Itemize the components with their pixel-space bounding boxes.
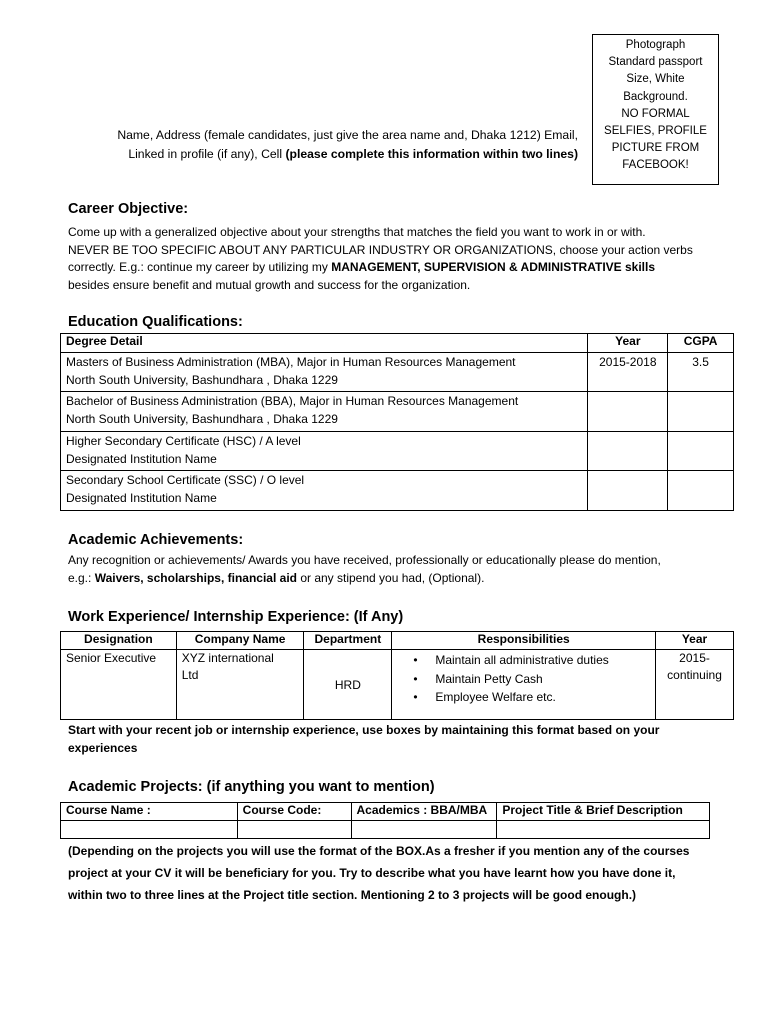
career-line-4: besides ensure benefit and mutual growth and success for the organization. [68,277,471,292]
responsibility-item: • Employee Welfare etc. [435,688,650,707]
cgpa-cell [668,392,734,432]
degree-cell [61,432,588,471]
projects-empty-row [61,821,710,839]
institution-name: Designated Institution Name [66,452,217,466]
company-line-1: XYZ international [181,651,274,665]
responsibilities-header: Responsibilities [392,632,656,650]
academic-projects-table [60,802,710,839]
designation-header: Designation [61,632,177,650]
responsibility-item: • Maintain Petty Cash [435,670,650,689]
photo-box-line: PICTURE FROM [611,142,700,155]
degree-name: Masters of Business Administration (MBA), Major in Human Resources Management [66,355,516,369]
achievements-tail: or any stipend you had, (Optional). [296,570,485,585]
project-title-header: Project Title & Brief Description [497,803,710,821]
degree-detail-header: Degree Detail [61,334,588,353]
institution-name: Designated Institution Name [66,491,217,505]
cgpa-cell: 3.5 [668,353,734,392]
degree-cell [61,353,588,392]
career-objective-text [68,224,708,294]
photo-box-line: Standard passport [608,56,703,69]
education-row-ssc [61,471,734,511]
responsibilities-list [397,651,650,707]
company-cell [176,650,304,720]
academics-header: Academics : BBA/MBA [351,803,497,821]
degree-name: Higher Secondary Certificate (HSC) / A level [66,434,301,448]
work-year-cell [656,650,734,720]
degree-name: Secondary School Certificate (SSC) / O level [66,473,305,487]
achievements-line-1: Any recognition or achievements/ Awards you have received, professionally or educationally please do mention, [68,553,661,567]
contact-info [58,126,578,164]
achievements-title: Academic Achievements: [68,532,244,548]
contact-line-2-text: Linked in profile (if any), Cell [128,147,286,161]
achievements-eg: e.g.: [68,570,95,585]
work-note-line-2: experiences [68,740,138,755]
photo-box-line: Photograph [625,39,686,51]
education-row-hsc [61,432,734,471]
department-cell: HRD [304,650,392,720]
degree-cell [61,471,588,511]
achievements-line-2 [68,570,708,588]
institution-name: North South University, Bashundhara , Dhaka 1229 [66,373,338,387]
education-row-mba [61,353,734,392]
work-row [61,650,734,720]
education-row-bba [61,392,734,432]
projects-note-line-3: within two to three lines at the Project title section. Mentioning 2 to 3 projects will be good enough.) [68,888,637,902]
course-name-header: Course Name : [61,803,238,821]
contact-line-2-note: (please complete this information within two lines) [285,147,578,161]
year-cell [588,471,668,511]
responsibilities-cell [392,650,656,720]
photo-box-line: NO FORMAL [621,107,690,120]
project-title-cell [497,821,710,839]
photo-placeholder-box [592,34,719,185]
career-objective-title: Career Objective: [68,201,189,217]
work-experience-note [68,722,708,757]
work-year-line-1: 2015- [679,651,710,665]
year-cell [588,392,668,432]
company-line-2: Ltd [181,668,199,682]
career-line-3-text: correctly. E.g.: continue my career by utilizing my [68,260,332,274]
work-year-line-2: continuing [667,668,722,682]
career-line-3-bold: MANAGEMENT, SUPERVISION & ADMINISTRATIVE skills [331,260,656,274]
education-header-row [61,334,734,353]
course-name-cell [61,821,238,839]
work-note-line-1: Start with your recent job or internship experience, use boxes by maintaining this format based on your [68,723,660,737]
photo-box-line: Background. [623,90,688,103]
course-code-header: Course Code: [237,803,351,821]
education-title: Education Qualifications: [68,314,243,330]
contact-line-1: Name, Address (female candidates, just give the area name and, Dhaka 1212) Email, [117,128,578,142]
achievements-text [68,552,708,587]
work-experience-title: Work Experience/ Internship Experience: (If Any) [68,609,404,625]
work-experience-table [60,631,734,720]
designation-cell: Senior Executive [61,650,177,720]
work-year-header: Year [656,632,734,650]
cgpa-cell [668,471,734,511]
year-cell [588,432,668,471]
photo-box-line: Size, White [626,73,685,86]
company-name-header: Company Name [176,632,304,650]
career-line-1: Come up with a generalized objective about your strengths that matches the field you want to work in or with. [68,225,646,239]
academic-projects-title: Academic Projects: (if anything you want to mention) [68,779,435,795]
course-code-cell [237,821,351,839]
degree-name: Bachelor of Business Administration (BBA), Major in Human Resources Management [66,394,519,408]
cgpa-header: CGPA [668,334,734,353]
contact-line-2 [58,145,578,164]
projects-note-line-2: project at your CV it will be beneficiary for you. Try to describe what you have learnt how you have done it, [68,866,676,880]
degree-cell [61,392,588,432]
career-line-3 [68,259,708,277]
academic-projects-note [68,840,708,906]
academics-cell [351,821,497,839]
department-header: Department [304,632,392,650]
responsibility-item: • Maintain all administrative duties [435,651,650,670]
year-header: Year [588,334,668,353]
cgpa-cell [668,432,734,471]
photo-box-line: FACEBOOK! [622,159,689,172]
career-line-2: NEVER BE TOO SPECIFIC ABOUT ANY PARTICULAR INDUSTRY OR ORGANIZATIONS, choose your action verbs [68,242,693,257]
institution-name: North South University, Bashundhara , Dhaka 1229 [66,412,338,426]
work-header-row [61,632,734,650]
photo-box-line: SELFIES, PROFILE [604,125,707,138]
projects-header-row [61,803,710,821]
projects-note-line-1: (Depending on the projects you will use the format of the BOX.As a fresher if you mention any of the courses [68,844,690,858]
achievements-bold: Waivers, scholarships, financial aid [94,570,297,585]
education-table [60,333,734,511]
year-cell: 2015-2018 [588,353,668,392]
